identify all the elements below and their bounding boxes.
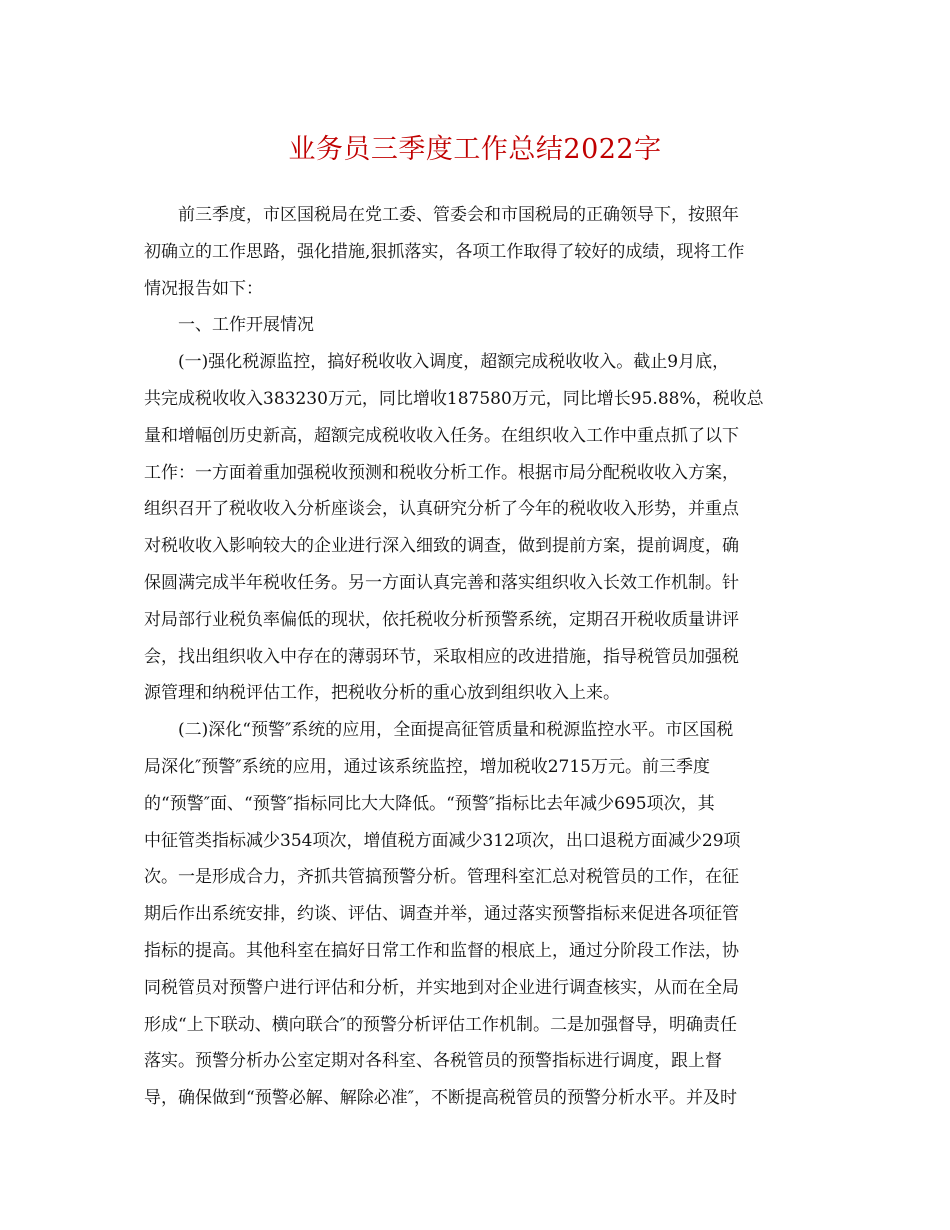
body-text-line: 形成“上下联动、横向联合″的预警分析评估工作机制。二是加强督导，明确责任 <box>144 1014 738 1035</box>
body-text-line: 对税收收入影响较大的企业进行深入细致的调查，做到提前方案，提前调度，确 <box>144 536 739 557</box>
body-text-line: 的“预警″面、“预警″指标同比大大降低。“预警″指标比去年减少695项次，其 <box>144 793 715 814</box>
body-text-line: 次。一是形成合力，齐抓共管搞预警分析。管理科室汇总对税管员的工作，在征 <box>144 867 739 888</box>
body-text-line: 局深化″预警″系统的应用，通过该系统监控，增加税收2715万元。前三季度 <box>144 756 710 777</box>
body-text-line: 期后作出系统安排，约谈、评估、调查并举，通过落实预警指标来促进各项征管 <box>144 904 739 925</box>
body-text-line: 量和增幅创历史新高，超额完成税收收入任务。在组织收入工作中重点抓了以下 <box>144 425 739 446</box>
document-body <box>144 197 809 1117</box>
body-text-line: (二)深化“预警″系统的应用，全面提高征管质量和税源监控水平。市区国税 <box>178 720 734 741</box>
body-text-line: 情况报告如下： <box>144 278 263 299</box>
body-text-line: 源管理和纳税评估工作，把税收分析的重心放到组织收入上来。 <box>144 683 620 704</box>
body-text-line: 一、工作开展情况 <box>178 315 314 336</box>
body-text-line: 共完成税收收入383230万元，同比增收187580万元，同比增长95.88%，税收总 <box>144 388 764 409</box>
body-text-line: 会，找出组织收入中存在的薄弱环节，采取相应的改进措施，指导税管员加强税 <box>144 646 739 667</box>
body-text-line: 落实。预警分析办公室定期对各科室、各税管员的预警指标进行调度，跟上督 <box>144 1051 722 1072</box>
body-text-line: 对局部行业税负率偏低的现状，依托税收分析预警系统，定期召开税收质量讲评 <box>144 609 739 630</box>
body-text-line: 指标的提高。其他科室在搞好日常工作和监督的根底上，通过分阶段工作法，协 <box>144 940 739 961</box>
document-title: 业务员三季度工作总结2022字 <box>288 134 662 165</box>
body-text-line: 中征管类指标减少354项次，增值税方面减少312项次，出口退税方面减少29项 <box>144 830 741 851</box>
body-text-line: 同税管员对预警户进行评估和分析，并实地到对企业进行调查核实，从而在全局 <box>144 977 739 998</box>
body-text-line: 初确立的工作思路，强化措施,狠抓落实，各项工作取得了较好的成绩，现将工作 <box>144 241 745 262</box>
body-text-line: 组织召开了税收收入分析座谈会，认真研究分析了今年的税收收入形势，并重点 <box>144 499 739 520</box>
body-text-line: 前三季度，市区国税局在党工委、管委会和市国税局的正确领导下，按照年 <box>178 205 739 225</box>
body-text-line: 保圆满完成半年税收任务。另一方面认真完善和落实组织收入长效工作机制。针 <box>144 572 739 593</box>
body-text-line: 工作：一方面着重加强税收预测和税收分析工作。根据市局分配税收收入方案， <box>144 462 739 483</box>
body-text-line: 导，确保做到“预警必解、解除必准″，不断提高税管员的预警分析水平。并及时 <box>144 1088 738 1109</box>
body-text-line: (一)强化税源监控，搞好税收收入调度，超额完成税收收入。截止9月底， <box>178 352 730 373</box>
